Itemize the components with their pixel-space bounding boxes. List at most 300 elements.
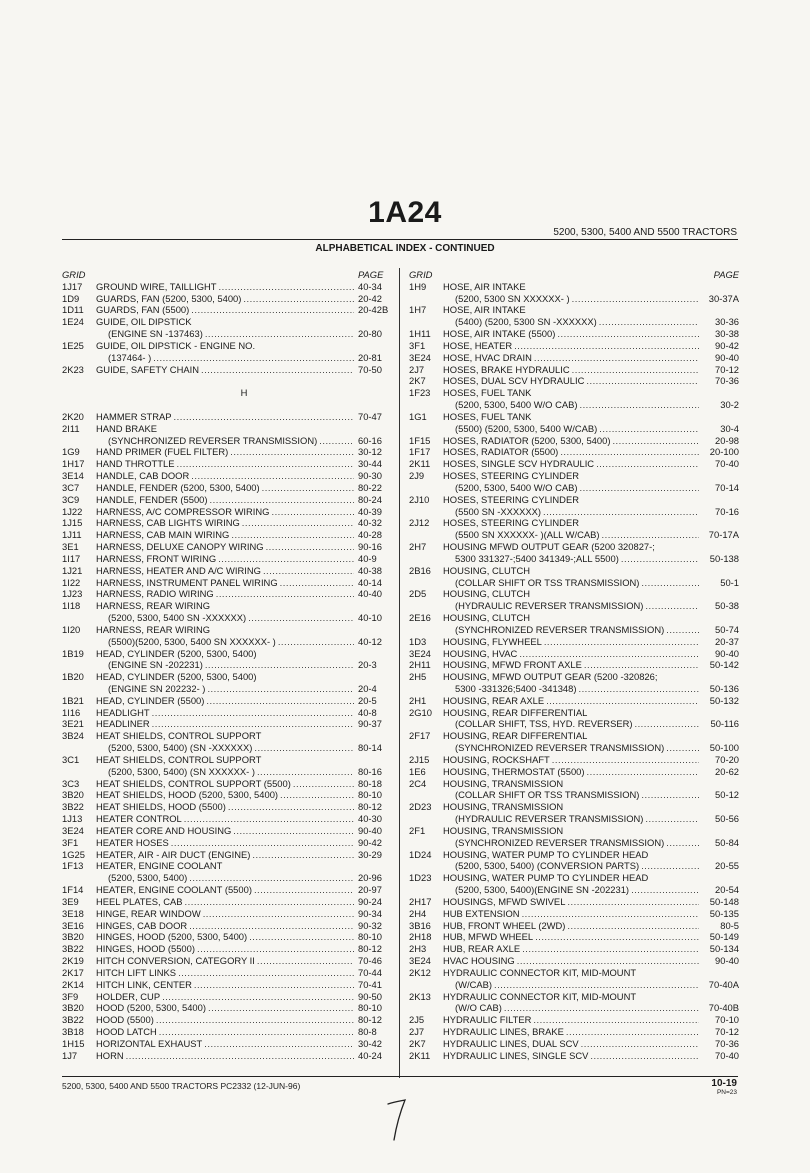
index-entry: [62, 979, 392, 991]
index-entry: [409, 908, 739, 920]
page-ref: 20-97: [358, 884, 382, 896]
grid-ref: 3F9: [62, 990, 79, 1002]
index-entry: [62, 482, 392, 494]
index-entry: [409, 931, 739, 943]
section-letter: [62, 387, 392, 399]
entry-text: HOUSING, ROCKSHAFT: [443, 753, 550, 765]
entry-description: [96, 423, 354, 435]
entry-text: (W/CAB): [455, 978, 492, 990]
index-entry: [409, 718, 739, 730]
page-ref: 70-40A: [708, 978, 739, 990]
entry-description: [443, 648, 699, 660]
entry-text: GUIDE, SAFETY CHAIN: [96, 363, 199, 375]
index-entry: [409, 411, 739, 423]
leader-dots: [552, 754, 699, 766]
leader-dots: [218, 553, 354, 565]
page-ref: [699, 967, 739, 979]
grid-ref: 2K11: [409, 1049, 431, 1061]
leader-dots: [280, 789, 354, 801]
entry-text: HEATER CORE AND HOUSING: [96, 824, 232, 836]
page-ref: [699, 588, 739, 600]
entry-text: HYDRAULIC FILTER: [443, 1014, 532, 1026]
leader-dots: [194, 979, 354, 991]
page-ref: 80-8: [358, 1026, 377, 1037]
entry-text: HAND BRAKE: [96, 422, 157, 434]
entry-text: HUB, FRONT WHEEL (2WD): [443, 919, 566, 931]
grid-ref: 2H7: [409, 541, 427, 553]
leader-dots: [621, 553, 699, 565]
grid-ref: 1H15: [62, 1037, 85, 1049]
grid-ref: 2C4: [409, 777, 427, 789]
index-entry: [62, 707, 392, 719]
page-ref: 50-12: [715, 789, 739, 801]
entry-text: (W/O CAB): [455, 1002, 502, 1014]
entry-description: [96, 340, 354, 352]
leader-dots: [243, 293, 354, 305]
index-entry: [409, 955, 739, 967]
entry-description: [96, 553, 354, 565]
entry-text: HINGES, HOOD (5200, 5300, 5400): [96, 931, 248, 943]
leader-dots: [233, 825, 354, 837]
page-ref: [354, 600, 392, 612]
page-ref: 90-34: [358, 907, 382, 919]
index-entry: [62, 849, 392, 861]
leader-dots: [197, 943, 354, 955]
grid-ref: 2B16: [409, 564, 431, 576]
entry-description: [96, 778, 354, 790]
page-ref: 80-24: [358, 493, 382, 505]
grid-ref: [409, 884, 443, 896]
entry-description: [96, 707, 354, 719]
entry-description: [96, 458, 354, 470]
leader-dots: [522, 908, 699, 920]
page-ref: 50-135: [709, 907, 739, 919]
grid-ref: [409, 423, 443, 435]
entry-description: [443, 789, 699, 801]
index-entry: [409, 1026, 739, 1038]
entry-description: [96, 600, 354, 612]
entry-description: [443, 435, 699, 447]
entry-description: [443, 979, 699, 991]
grid-ref: 2J12: [409, 517, 430, 529]
grid-ref: 1E25: [62, 339, 84, 351]
entry-description: [443, 482, 699, 494]
entry-text: GUARDS, FAN (5200, 5300, 5400): [96, 292, 242, 304]
leader-dots: [191, 304, 354, 316]
entry-description: [443, 1038, 699, 1050]
index-entry: [409, 801, 739, 813]
leader-dots: [612, 435, 699, 447]
index-entry: [62, 683, 392, 695]
grid-ref: [409, 624, 443, 636]
entry-description: [96, 541, 354, 553]
entry-text: HOUSING, REAR DIFFERENTIAL: [443, 706, 588, 718]
index-entry: [409, 920, 739, 932]
index-entry: [409, 435, 739, 447]
page-ref: 20-3: [358, 659, 377, 671]
blank-row: [62, 375, 392, 387]
index-entry: [62, 991, 392, 1003]
entry-text: (5200, 5300, 5400)(ENGINE SN -202231): [455, 884, 630, 896]
grid-ref: 2K14: [62, 978, 84, 990]
entry-description: [443, 364, 699, 376]
entry-text: (ENGINE SN -137463): [108, 328, 203, 340]
page-ref: 70-40: [715, 1049, 739, 1061]
entry-text: HOOD LATCH: [96, 1026, 157, 1037]
entry-description: [443, 730, 699, 742]
entry-text: HINGES, HOOD (5500): [96, 943, 195, 955]
entry-description: [96, 517, 354, 529]
entry-text: HOUSING, FLYWHEEL: [443, 635, 542, 647]
entry-description: [443, 1050, 699, 1062]
page-ref: 70-14: [715, 481, 739, 493]
entry-description: [443, 553, 699, 565]
grid-ref: 2J15: [409, 753, 430, 765]
page-ref: 40-12: [358, 635, 382, 647]
entry-text: HEATER, ENGINE COOLANT: [96, 860, 223, 872]
index-entry: [409, 860, 739, 872]
entry-description: [96, 316, 354, 328]
leader-dots: [602, 529, 700, 541]
grid-ref: 3C1: [62, 753, 80, 765]
index-entry: [62, 411, 392, 423]
index-entry: [62, 565, 392, 577]
index-entry: [62, 754, 392, 766]
grid-ref: 1J17: [62, 280, 83, 292]
entry-text: HARNESS, RADIO WIRING: [96, 588, 214, 600]
index-entry: [62, 813, 392, 825]
page-ref: 50-100: [709, 742, 739, 754]
entry-text: HOSE, HVAC DRAIN: [443, 351, 532, 363]
index-entry: [62, 624, 392, 636]
entry-text: HARNESS, DELUXE CANOPY WIRING: [96, 541, 264, 553]
grid-ref: 1J21: [62, 564, 83, 576]
index-entry: [62, 872, 392, 884]
leader-dots: [641, 577, 699, 589]
entry-description: [443, 316, 699, 328]
entry-description: [443, 328, 699, 340]
entry-description: [443, 683, 699, 695]
index-entry: [409, 1014, 739, 1026]
grid-ref: [409, 1002, 443, 1014]
entry-text: (5200, 5300, 5400) (SN -XXXXXX): [108, 742, 253, 754]
leader-dots: [206, 695, 354, 707]
grid-ref: 3E14: [62, 470, 84, 482]
page-ref: 60-16: [358, 434, 382, 446]
grid-ref: [409, 789, 443, 801]
entry-description: [96, 801, 354, 813]
entry-text: (5500 SN XXXXXX- )(ALL W/CAB): [455, 529, 600, 541]
grid-ref: 2K7: [409, 1037, 426, 1049]
entry-description: [96, 1002, 354, 1014]
leader-dots: [204, 1038, 354, 1050]
grid-ref: 2K20: [62, 410, 84, 422]
index-entry: [409, 364, 739, 376]
entry-description: [96, 411, 354, 423]
index-entry: [62, 352, 392, 364]
leader-dots: [254, 742, 354, 754]
entry-text: HEAT SHIELDS, HOOD (5500): [96, 801, 226, 813]
page-ref: 20-62: [715, 765, 739, 777]
page-ref: 70-20: [715, 753, 739, 765]
grid-ref: 2J9: [409, 470, 425, 482]
entry-description: [443, 624, 699, 636]
index-entry: [409, 1002, 739, 1014]
page-code: 1A24: [368, 196, 442, 229]
grid-ref: 1D11: [62, 304, 84, 316]
grid-ref: 1H11: [409, 328, 431, 340]
header-rule: [62, 239, 738, 240]
entry-text: HITCH CONVERSION, CATEGORY II: [96, 955, 255, 967]
leader-dots: [631, 884, 699, 896]
leader-dots: [184, 813, 354, 825]
entry-text: (5200, 5300, 5400 W/O CAB): [455, 399, 578, 411]
entry-text: HOUSING, THERMOSTAT (5500): [443, 765, 585, 777]
index-entry: [62, 896, 392, 908]
index-entry: [409, 375, 739, 387]
entry-description: [443, 931, 699, 943]
leader-dots: [191, 470, 354, 482]
index-entry: [62, 908, 392, 920]
page-ref: [699, 517, 739, 529]
page-ref: 20-42: [358, 292, 382, 304]
grid-ref: 2J7: [409, 1026, 425, 1037]
grid-ref: 2K13: [409, 990, 431, 1002]
page-ref: 40-34: [358, 280, 382, 292]
page-ref: [699, 730, 739, 742]
index-entry: [409, 683, 739, 695]
leader-dots: [579, 482, 699, 494]
entry-description: [443, 920, 699, 932]
page-ref: [354, 316, 392, 328]
page-ref: [699, 541, 739, 553]
entry-description: [96, 967, 354, 979]
entry-text: HEEL PLATES, CAB: [96, 895, 183, 907]
page-ref: 50-1: [720, 576, 739, 588]
page-ref: 70-47: [358, 410, 382, 422]
page-ref: 70-44: [358, 966, 382, 978]
page-ref: 20-80: [358, 328, 382, 340]
column-headings-right: [409, 269, 739, 281]
page-ref: [354, 730, 392, 742]
index-entry: [409, 281, 739, 293]
entry-text: HARNESS, INSTRUMENT PANEL WIRING: [96, 576, 278, 588]
page-ref: [699, 671, 739, 683]
entry-text: HAND PRIMER (FUEL FILTER): [96, 446, 229, 458]
grid-ref: [62, 328, 96, 340]
entry-text: HITCH LINK, CENTER: [96, 978, 192, 990]
index-entry: [409, 553, 739, 565]
entry-description: [443, 352, 699, 364]
index-entry: [409, 1050, 739, 1062]
grid-ref: 1G9: [62, 446, 80, 458]
entry-description: [96, 446, 354, 458]
entry-text: (ENGINE SN -202231): [108, 659, 203, 671]
page-ref: 50-136: [709, 682, 739, 694]
entry-text: HOUSING, HVAC: [443, 647, 518, 659]
page-ref: 30-12: [358, 446, 382, 458]
leader-dots: [572, 293, 699, 305]
leader-dots: [254, 884, 354, 896]
page-ref: 20-98: [715, 434, 739, 446]
page-ref: 90-40: [358, 824, 382, 836]
index-entry: [409, 648, 739, 660]
index-entry: [409, 304, 739, 316]
entry-text: GUIDE, OIL DIPSTICK: [96, 316, 192, 328]
grid-ref: 3E24: [409, 351, 431, 363]
entry-text: HOOD (5200, 5300, 5400): [96, 1002, 206, 1014]
leader-dots: [278, 636, 354, 648]
page-ref: 70-40B: [708, 1002, 739, 1014]
grid-ref: [409, 718, 443, 730]
page-ref: [354, 340, 392, 352]
grid-ref: 3B20: [62, 931, 84, 943]
footer-rule: [62, 1076, 738, 1077]
entry-text: HOSES, SINGLE SCV HYDRAULIC: [443, 458, 595, 470]
page-ref: [699, 825, 739, 837]
grid-ref: 3B22: [62, 943, 84, 955]
index-entry: [409, 967, 739, 979]
page-ref: 30-29: [358, 848, 382, 860]
entry-description: [96, 742, 354, 754]
index-entry: [409, 387, 739, 399]
leader-dots: [242, 517, 354, 529]
index-entry: [62, 577, 392, 589]
index-entry: [62, 541, 392, 553]
entry-text: HEADLIGHT: [96, 706, 150, 718]
entry-description: [443, 813, 699, 825]
entry-text: HYDRAULIC LINES, DUAL SCV: [443, 1037, 579, 1049]
leader-dots: [159, 1026, 354, 1038]
index-entry: [409, 340, 739, 352]
entry-text: HAMMER STRAP: [96, 410, 172, 422]
index-entry: [62, 695, 392, 707]
entry-text: HOSES, DUAL SCV HYDRAULIC: [443, 375, 585, 387]
index-entry: [62, 281, 392, 293]
grid-ref: 3C9: [62, 493, 80, 505]
index-entry: [409, 470, 739, 482]
grid-ref: 2H3: [409, 943, 427, 955]
entry-description: [96, 908, 354, 920]
index-entry: [62, 742, 392, 754]
entry-text: 5300 -331326;5400 -341348): [455, 682, 577, 694]
leader-dots: [293, 778, 354, 790]
grid-ref: 1F17: [409, 446, 431, 458]
grid-ref: [62, 636, 96, 648]
page-ref: 90-24: [358, 895, 382, 907]
index-entry: [62, 778, 392, 790]
index-entry: [62, 801, 392, 813]
grid-ref: 2K7: [409, 375, 426, 387]
entry-text: HEADLINER: [96, 718, 150, 730]
grid-ref: 1D24: [409, 848, 432, 860]
index-entry: [62, 446, 392, 458]
page-ref: 70-12: [715, 1026, 739, 1037]
page-ref: 80-5: [720, 919, 739, 931]
leader-dots: [645, 600, 699, 612]
grid-ref: 1J13: [62, 813, 83, 825]
grid-ref: 1I18: [62, 600, 81, 612]
index-entry: [409, 896, 739, 908]
index-entry: [409, 600, 739, 612]
page-ref: 70-10: [715, 1014, 739, 1026]
entry-description: [443, 825, 699, 837]
entry-description: [443, 281, 699, 293]
page-ref: 90-40: [715, 647, 739, 659]
index-entry: [62, 943, 392, 955]
entry-text: HOUSING, TRANSMISSION: [443, 801, 564, 813]
entry-text: HEAT SHIELDS, CONTROL SUPPORT: [96, 753, 262, 765]
entry-description: [443, 446, 699, 458]
leader-dots: [205, 659, 354, 671]
index-entry: [409, 766, 739, 778]
leader-dots: [231, 529, 354, 541]
page-ref: 40-14: [358, 576, 382, 588]
grid-ref: 2J7: [409, 363, 425, 375]
entry-text: (5200, 5300, 5400 W/O CAB): [455, 481, 578, 493]
entry-description: [443, 517, 699, 529]
entry-description: [443, 1014, 699, 1026]
blank-row: [62, 399, 392, 411]
index-entry: [409, 1038, 739, 1050]
entry-description: [96, 364, 354, 376]
section-heading: H: [240, 387, 248, 399]
entry-text: (ENGINE SN 202232- ): [108, 682, 206, 694]
entry-text: (SYNCHRONIZED REVERSER TRANSMISSION): [108, 434, 318, 446]
page-ref: 90-42: [358, 836, 382, 848]
entry-text: (COLLAR SHIFT OR TSS TRANSMISSION): [455, 789, 640, 801]
entry-text: GROUND WIRE, TAILLIGHT: [96, 280, 217, 292]
index-entry: [62, 470, 392, 482]
leader-dots: [578, 683, 699, 695]
entry-description: [96, 470, 354, 482]
leader-dots: [176, 458, 354, 470]
page-ref: 70-17A: [708, 529, 739, 541]
page-ref: [699, 872, 739, 884]
footer-publication: 5200, 5300, 5400 AND 5500 TRACTORS PC2332 (12-JUN-96): [62, 1081, 301, 1091]
entry-description: [96, 825, 354, 837]
entry-description: [96, 943, 354, 955]
grid-ref: 1I20: [62, 623, 81, 635]
entry-description: [96, 754, 354, 766]
entry-description: [96, 884, 354, 896]
entry-description: [96, 293, 354, 305]
index-entry: [409, 943, 739, 955]
entry-text: (5200, 5300, 5400 SN -XXXXXX): [108, 612, 247, 624]
index-entry: [409, 588, 739, 600]
index-entry: [409, 884, 739, 896]
index-entry: [62, 837, 392, 849]
grid-ref: 2E16: [409, 612, 431, 624]
grid-ref: [409, 742, 443, 754]
index-entry: [62, 1038, 392, 1050]
entry-description: [96, 1014, 354, 1026]
column-headings-left: [62, 269, 392, 281]
leader-dots: [560, 446, 699, 458]
entry-description: [443, 991, 699, 1003]
entry-text: HANDLE, FENDER (5500): [96, 493, 208, 505]
entry-description: [443, 565, 699, 577]
page-ref: 70-36: [715, 1037, 739, 1049]
page-ref: [699, 304, 739, 316]
index-entry: [62, 955, 392, 967]
leader-dots: [634, 718, 699, 730]
leader-dots: [262, 482, 354, 494]
index-entry: [409, 849, 739, 861]
entry-description: [443, 636, 699, 648]
entry-text: HITCH LIFT LINKS: [96, 966, 177, 978]
grid-ref: [409, 482, 443, 494]
